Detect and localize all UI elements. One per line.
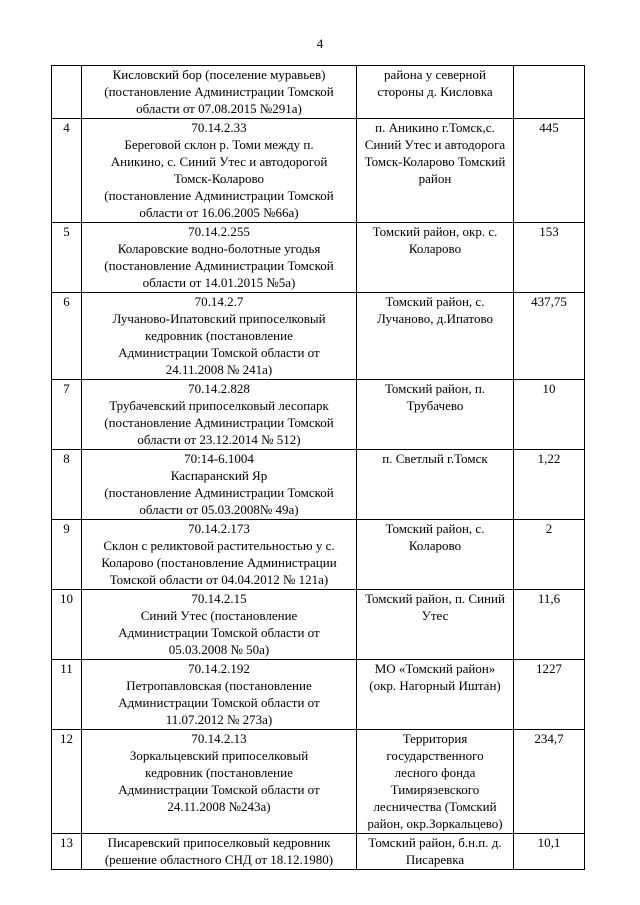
area-size-cell: 10 xyxy=(514,380,585,450)
area-name-line: Администрации Томской области от xyxy=(118,625,320,640)
area-name-line: Коларовские водно-болотные угодья xyxy=(117,241,321,256)
area-name-line: Трубачевский припоселковый лесопарк xyxy=(109,398,329,413)
area-size-cell: 10,1 xyxy=(514,834,585,870)
area-name-cell xyxy=(82,660,357,730)
area-name-line: области от 14.01.2015 №5а) xyxy=(142,275,296,290)
location-line: Томский район, окр. с. xyxy=(372,224,498,239)
area-size-cell: 153 xyxy=(514,223,585,293)
area-name-line: области от 07.08.2015 №291а) xyxy=(136,101,302,116)
row-number-cell: 11 xyxy=(52,660,82,730)
area-name-line: Администрации Томской области от xyxy=(118,782,320,797)
area-name-line: 24.11.2008 № 241а) xyxy=(165,362,273,377)
location-line: Утес xyxy=(421,608,449,623)
location-line: Томский район, п. Синий xyxy=(365,591,505,606)
area-name-line: 70.14.2.828 xyxy=(188,381,250,396)
location-line: район xyxy=(418,171,452,186)
row-number-cell: 4 xyxy=(52,119,82,223)
table-row xyxy=(52,293,585,380)
row-number-cell: 5 xyxy=(52,223,82,293)
area-name-line: Лучаново-Ипатовский припоселковый xyxy=(112,311,326,326)
location-line: района у северной xyxy=(384,67,486,82)
location-line: Тимирязевского xyxy=(390,782,480,797)
location-line: Коларово xyxy=(408,241,462,256)
location-line: район, окр.Зоркальцево) xyxy=(367,816,503,831)
row-number-cell: 6 xyxy=(52,293,82,380)
area-name-line: 70.14.2.173 xyxy=(188,521,250,536)
area-name-line: 70:14-6.1004 xyxy=(184,451,254,466)
area-name-line: 70.14.2.7 xyxy=(194,294,244,309)
area-name-line: Зоркальцевский припоселковый xyxy=(129,748,309,763)
table-row xyxy=(52,590,585,660)
area-name-line: 70.14.2.15 xyxy=(191,591,247,606)
area-name-cell xyxy=(82,66,357,119)
location-line: Территория xyxy=(402,731,468,746)
area-size-cell: 437,75 xyxy=(514,293,585,380)
row-number-cell: 10 xyxy=(52,590,82,660)
location-line: Трубачево xyxy=(406,398,464,413)
area-name-line: 70.14.2.13 xyxy=(191,731,247,746)
area-size-cell: 1227 xyxy=(514,660,585,730)
table-row xyxy=(52,66,585,119)
area-name-cell xyxy=(82,730,357,834)
area-size-cell: 11,6 xyxy=(514,590,585,660)
area-name-cell xyxy=(82,590,357,660)
area-name-cell xyxy=(82,223,357,293)
area-size-cell xyxy=(514,66,585,119)
area-name-line: области от 05.03.2008№ 49а) xyxy=(139,502,299,517)
area-name-line: Коларово (постановление Администрации xyxy=(101,555,337,570)
area-name-line: кедровник (постановление xyxy=(145,328,293,343)
area-size-cell: 445 xyxy=(514,119,585,223)
location-line: (окр. Нагорный Иштан) xyxy=(369,678,501,693)
area-name-line: (постановление Администрации Томской xyxy=(104,188,334,203)
area-name-cell xyxy=(82,293,357,380)
area-name-line: Петропавловская (постановление xyxy=(126,678,312,693)
area-size-cell: 2 xyxy=(514,520,585,590)
table-row xyxy=(52,660,585,730)
area-name-line: кедровник (постановление xyxy=(145,765,293,780)
area-name-line: Администрации Томской области от xyxy=(118,345,320,360)
area-name-line: 11.07.2012 № 273а) xyxy=(165,712,273,727)
area-name-line: Береговой склон р. Томи между п. xyxy=(124,137,314,152)
location-line: Томский район, с. xyxy=(385,521,485,536)
area-name-cell xyxy=(82,380,357,450)
location-line: Синий Утес и автодорога xyxy=(364,137,506,152)
location-line: государственного xyxy=(386,748,484,763)
area-name-line: (постановление Администрации Томской xyxy=(104,258,334,273)
row-number-cell: 9 xyxy=(52,520,82,590)
location-cell xyxy=(357,119,514,223)
area-name-line: (постановление Администрации Томской xyxy=(104,415,334,430)
table-row xyxy=(52,730,585,834)
location-line: Писаревка xyxy=(405,852,465,867)
location-line: Томский район, б.н.п. д. xyxy=(368,835,502,850)
location-cell xyxy=(357,66,514,119)
area-name-line: Каспаранский Яр xyxy=(170,468,268,483)
area-name-line: 05.03.2008 № 50а) xyxy=(168,642,270,657)
area-name-line: Склон с реликтовой растительностью у с. xyxy=(103,538,335,553)
area-name-cell xyxy=(82,834,357,870)
table-row xyxy=(52,834,585,870)
area-name-line: (постановление Администрации Томской xyxy=(104,485,334,500)
area-name-line: области от 23.12.2014 № 512) xyxy=(137,432,301,447)
table-row xyxy=(52,223,585,293)
location-line: Томский район, п. xyxy=(384,381,486,396)
area-name-line: Синий Утес (постановление xyxy=(140,608,298,623)
location-line: Коларово xyxy=(408,538,462,553)
area-name-line: 24.11.2008 №243а) xyxy=(167,799,271,814)
location-line: лесного фонда xyxy=(394,765,476,780)
location-cell xyxy=(357,660,514,730)
location-cell xyxy=(357,380,514,450)
area-name-line: (решение областного СНД от 18.12.1980) xyxy=(104,852,334,867)
table-row xyxy=(52,450,585,520)
location-cell xyxy=(357,520,514,590)
location-line: МО «Томский район» xyxy=(374,661,496,676)
page-number: 4 xyxy=(316,36,324,51)
area-name-line: Кисловский бор (поселение муравьев) xyxy=(112,67,326,82)
area-name-line: 70.14.2.255 xyxy=(188,224,250,239)
table-row xyxy=(52,119,585,223)
location-line: Томск-Коларово Томский xyxy=(364,154,506,169)
area-name-cell xyxy=(82,119,357,223)
row-number-cell: 7 xyxy=(52,380,82,450)
area-name-cell xyxy=(82,450,357,520)
area-name-line: 70.14.2.192 xyxy=(188,661,250,676)
row-number-cell xyxy=(52,66,82,119)
location-cell xyxy=(357,293,514,380)
area-size-cell: 234,7 xyxy=(514,730,585,834)
row-number-cell: 8 xyxy=(52,450,82,520)
row-number-cell: 12 xyxy=(52,730,82,834)
area-name-line: Аникино, с. Синий Утес и автодорогой xyxy=(110,154,328,169)
area-name-line: области от 16.06.2005 №66а) xyxy=(139,205,299,220)
location-cell xyxy=(357,590,514,660)
location-line: Томский район, с. xyxy=(385,294,485,309)
area-name-line: Томской области от 04.04.2012 № 121а) xyxy=(109,572,329,587)
row-number-cell: 13 xyxy=(52,834,82,870)
location-line: лесничества (Томский xyxy=(373,799,497,814)
table-row xyxy=(52,380,585,450)
table-row xyxy=(52,520,585,590)
area-name-line: Томск-Коларово xyxy=(173,171,265,186)
location-cell xyxy=(357,730,514,834)
location-cell xyxy=(357,450,514,520)
table-body xyxy=(52,66,585,870)
area-name-line: 70.14.2.33 xyxy=(191,120,247,135)
area-name-cell xyxy=(82,520,357,590)
location-line: п. Светлый г.Томск xyxy=(382,451,488,466)
location-line: Лучаново, д.Ипатово xyxy=(376,311,493,326)
area-name-line: Писаревский припоселковый кедровник xyxy=(107,835,331,850)
area-name-line: (постановление Администрации Томской xyxy=(104,84,334,99)
location-cell xyxy=(357,834,514,870)
area-name-line: Администрации Томской области от xyxy=(118,695,320,710)
location-line: стороны д. Кисловка xyxy=(377,84,493,99)
area-size-cell: 1,22 xyxy=(514,450,585,520)
location-cell xyxy=(357,223,514,293)
location-line: п. Аникино г.Томск,с. xyxy=(375,120,495,135)
protected-areas-table xyxy=(51,65,585,870)
